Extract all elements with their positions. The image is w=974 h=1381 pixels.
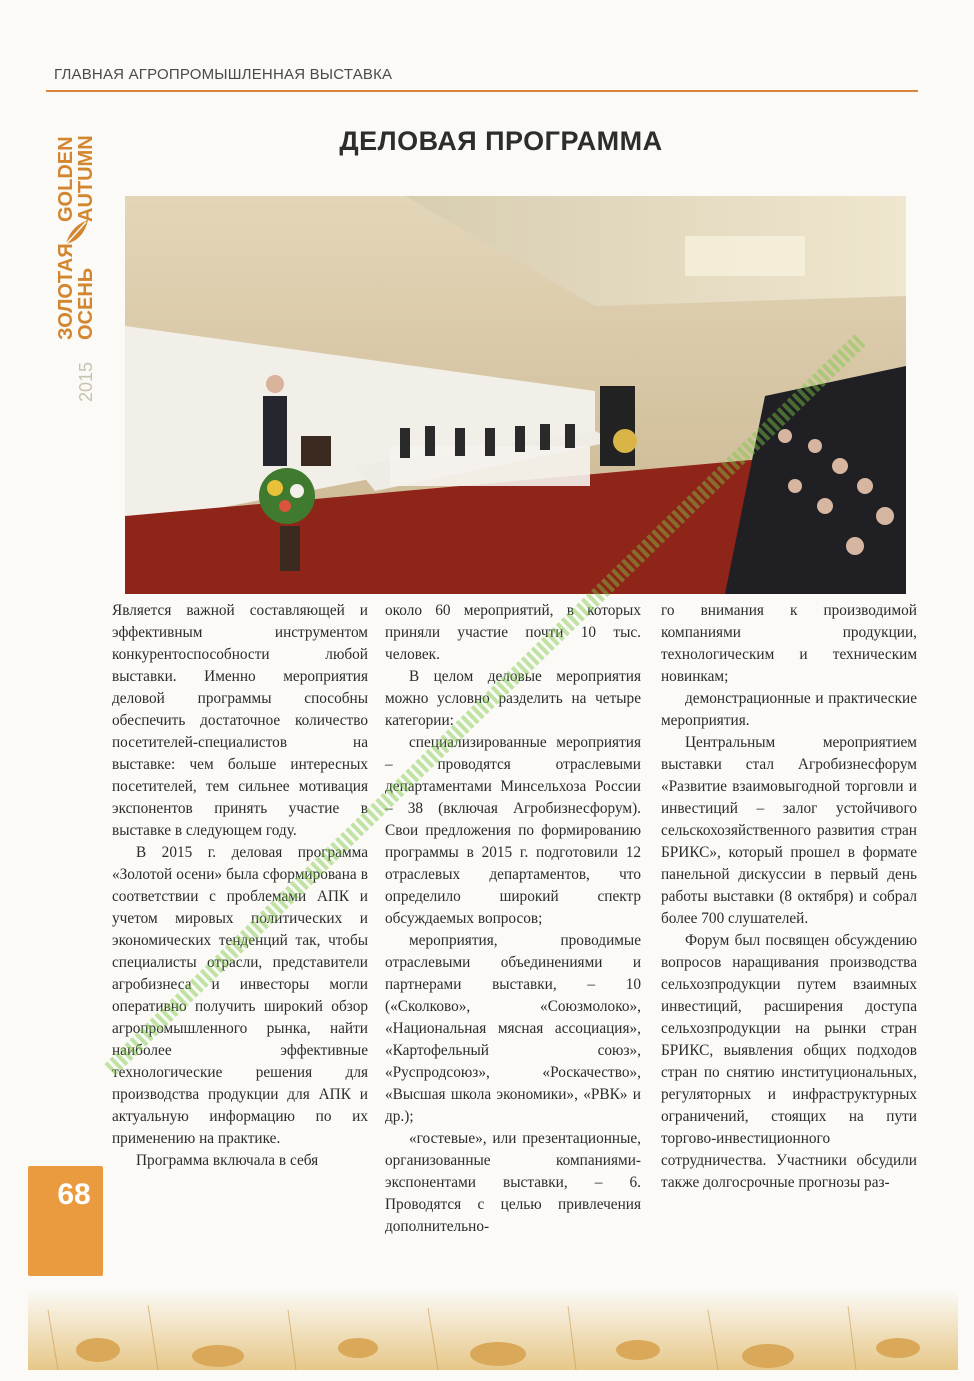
paragraph: В целом деловые мероприятия можно условно разделить на четыре категории: [385, 668, 641, 729]
paragraph: Программа включала в себя [136, 1152, 319, 1169]
paragraph: В 2015 г. деловая программа «Золотой осени» была сформирована в соответствии с проблемами АПК и учетом мировых политических и экономических тенденций так, чтобы специалисты отрасли, представители агробизнеса и инвесторы могли оперативно получить широкий обзор агропромышленного рынка, найти наиболее эффективные технологические решения для производства продукции для АПК и актуальную информацию по их применению на практике. [112, 844, 368, 1147]
paragraph: демонстрационные и практические мероприятия. [661, 690, 917, 729]
logo-line-osen: ОСЕНЬ [75, 267, 97, 340]
wheat-field-footer [28, 1290, 958, 1370]
paragraph: Форум был посвящен обсуждению вопросов наращивания производства сельхозпродукции путем взаимных инвестиций, расширения доступа сельхозпродукции на рынки стран БРИКС, выявления общих подходов стран по снятию институциональных, регуляторных и инфраструктурных ограничений, стоящих на пути торгово-инвестиционного сотрудничества. Участники обсудили также долгосрочные прогнозы раз- [661, 932, 917, 1191]
paragraph: «гостевые», или презентационные, организованные компаниями-экспонентами выставки, – 6. Проводятся с целью привлечения дополнительно- [385, 1130, 641, 1235]
logo-line-autumn: AUTUMN [75, 135, 97, 222]
conference-hall-photo [125, 196, 906, 594]
logo-year: 2015 [76, 361, 96, 402]
article-column-3 [661, 600, 917, 1194]
article-column-1 [112, 600, 368, 1172]
paragraph: Является важной составляющей и эффективным инструментом конкурентоспособности любой выставки. Именно мероприятия деловой программы способны обеспечить достаточное количество посетителей-специалистов на выставке: чем больше интересных посетителей, тем сильнее мотивация экспонентов принять участие в выставке в следующем году. [112, 602, 368, 839]
paragraph: мероприятия, проводимые отраслевыми объединениями и партнерами выставки, – 10 («Сколково», «Союзмолоко», «Национальная мясная ассоциация», «Картофельный союз», «Руспродсоюз», «Роскачество», «Высшая школа экономики», «РВК» и др.); [385, 932, 641, 1125]
logo-line-zolotaya: ЗОЛОТАЯ [55, 243, 77, 340]
paragraph: Центральным мероприятием выставки стал Агробизнесфорум «Развитие взаимовыгодной торговли и инвестиций – залог устойчивого сельскохозяйственного развития стран БРИКС», который прошел в формате панельной дискуссии в первый день работы выставки (8 октября) и собрал более 700 слушателей. [661, 734, 917, 927]
header-rule [46, 90, 918, 92]
page-title: ДЕЛОВАЯ ПРОГРАММА [339, 126, 663, 156]
leaf-icon [66, 220, 88, 244]
page-number: 68 [57, 1178, 91, 1211]
paragraph: специализированные мероприятия – проводятся отраслевыми департаментами Минсельхоза России – 38 (включая Агробизнесфорум). Свои предложения по формированию программы в 2015 г. подготовили 12 отраслевых департаментов, что определило широкий спектр обсуждаемых вопросов; [385, 734, 641, 927]
article-column-2 [385, 600, 641, 1238]
logo-line-golden: GOLDEN [55, 136, 77, 222]
paragraph: го внимания к производимой компаниями продукции, технологическим и техническим новинкам; [661, 602, 917, 685]
paragraph: около 60 мероприятий, в которых приняли участие почти 10 тыс. человек. [385, 602, 641, 663]
running-head: ГЛАВНАЯ АГРОПРОМЫШЛЕННАЯ ВЫСТАВКА [54, 66, 393, 83]
